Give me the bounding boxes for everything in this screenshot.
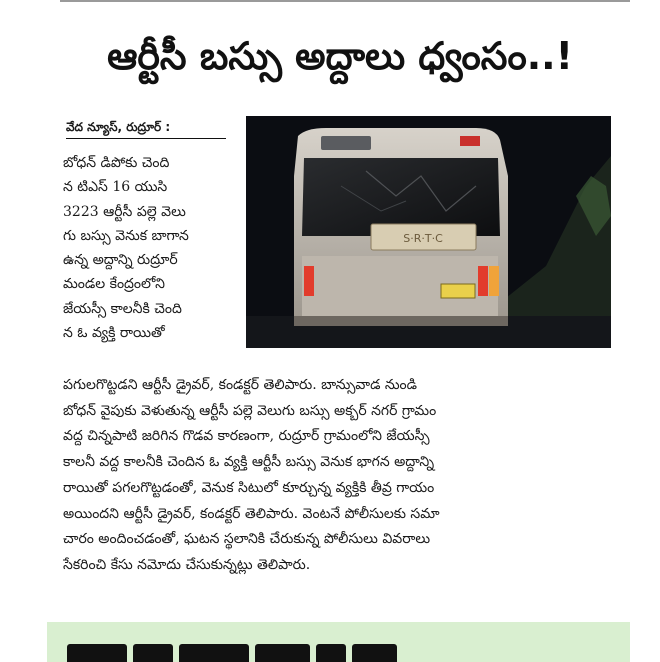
rear-bumper <box>294 316 508 326</box>
byline: వేద న్యూస్, రుద్రూర్ : <box>66 120 171 134</box>
next-headline-banner <box>47 622 630 662</box>
top-divider <box>60 0 630 2</box>
article-line: అయిందని ఆర్టీసీ డ్రైవర్, కండక్టర్ తెలిపారు. వెంటనే పోలీసులకు సమా <box>63 505 440 522</box>
article-line: న టిఎస్ 16 యుసి <box>63 179 168 196</box>
article-narrow-column <box>63 151 241 345</box>
article-full-width <box>63 373 611 579</box>
route-board <box>321 136 371 150</box>
top-light <box>460 136 480 146</box>
srtc-text: S·R·T·C <box>403 232 443 245</box>
article-line: బోధన్ డిపోకు చెంది <box>63 155 170 171</box>
article-line: మండల కేంద్రంలోని <box>63 276 165 293</box>
left-tail-light <box>304 266 314 296</box>
article-line: 3223 ఆర్టీసీ పల్లె వెలు <box>63 203 186 220</box>
headline: ఆర్టీసీ బస్సు అద్దాలు ధ్వంసం..! <box>107 34 573 78</box>
article-line: బోధన్ వైపుకు వెళుతున్న ఆర్టీసీ పల్లె వెలుగు బస్సు అక్బర్ నగర్ గ్రామం <box>63 402 437 419</box>
right-tail-light <box>478 266 488 296</box>
article-line: గు బస్సు వెనుక బాగాన <box>63 227 189 244</box>
article-line: జేయస్సీ కాలనీకి చెంది <box>63 300 182 317</box>
byline-underline <box>66 138 226 139</box>
article-line: కాలనీ వద్ద కాలనీకి చెందిన ఓ వ్యక్తి ఆర్టీసీ బస్సు వెనుక భాగన అద్దాన్ని <box>63 454 435 471</box>
article-line: ఉన్న అద్దాన్ని రుద్రూర్ <box>63 252 178 269</box>
bus-photo <box>246 116 611 348</box>
article-line: రాయితో పగలగొట్టడంతో, వెనుక సిటులో కూర్చున్న వ్యక్తికి తీవ్ర గాయం <box>63 479 435 496</box>
article-line: పగులగొట్టడని ఆర్టీసీ డ్రైవర్, కండక్టర్ తెలిపారు. బాన్సువాడ నుండి <box>63 377 418 393</box>
truncated-headline-glyphs <box>67 644 403 662</box>
bus-rear-illustration <box>246 116 611 348</box>
article-line: వద్ద చిన్నపాటి జరిగిన గొడవ కారణంగా, రుద్రూర్ గ్రామంలోని జేయస్సీ <box>63 428 430 445</box>
article-line: సేకరించి కేసు నమోదు చేసుకున్నట్లు తెలిపారు. <box>63 556 311 573</box>
number-plate <box>441 284 475 298</box>
article-line: చారం అందించడంతో, ఘటన స్థలానికి చేరుకున్న పోలీసులు వివరాలు <box>63 531 431 548</box>
article-line: న ఓ వ్యక్తి రాయితో <box>63 325 165 342</box>
